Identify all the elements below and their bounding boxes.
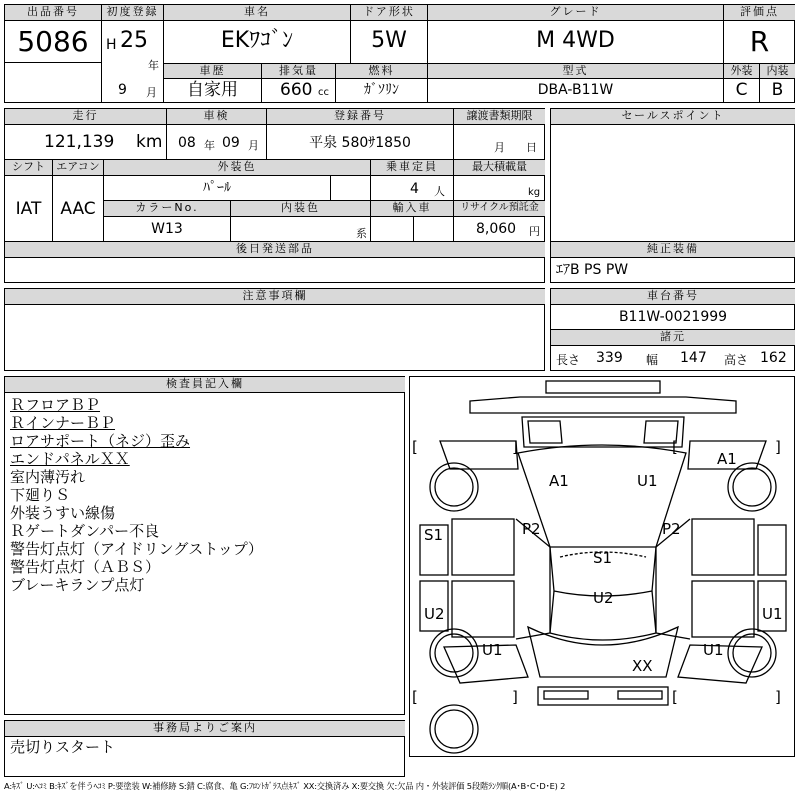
- registration-month: 9: [118, 82, 127, 98]
- transfer-day-unit: 日: [526, 141, 537, 154]
- inspection-line: 警告灯点灯（ＡＢＳ）: [10, 558, 161, 576]
- damage-mark-u1-right-bottom: U1: [703, 641, 724, 659]
- office-label: 事務局よりご案内: [5, 721, 405, 736]
- inspection-line: ＲインナーＢＰ: [10, 414, 116, 432]
- length-label: 長さ: [556, 353, 581, 367]
- mileage-label: 走行: [5, 109, 166, 124]
- capacity-label: 乗車定員: [371, 160, 453, 175]
- damage-mark-u1-top: U1: [637, 472, 658, 490]
- inspection-label: 検査員記入欄: [5, 377, 405, 392]
- door-type-label: ドア形状: [351, 5, 427, 20]
- grade: M 4WD: [536, 28, 615, 53]
- width-label: 幅: [646, 353, 659, 367]
- shaken-month-unit: 月: [248, 139, 259, 152]
- shaken-label: 車検: [167, 109, 266, 124]
- shaken-year: 08: [178, 135, 196, 151]
- interior-color-unit: 系: [356, 227, 367, 240]
- transfer-doc-label: 譲渡書類期限: [454, 109, 545, 124]
- mileage: 121,139: [44, 132, 115, 152]
- fuel: ｶﾞｿﾘﾝ: [364, 82, 399, 98]
- inspection-line: Ｒゲートダンパー不良: [10, 522, 160, 540]
- interior-score: B: [771, 80, 784, 100]
- damage-mark-u2-center: U2: [593, 589, 614, 607]
- door-type: 5W: [371, 28, 407, 53]
- damage-mark-p2-left: P2: [522, 520, 541, 538]
- plate-number: 平泉 580ｻ1850: [309, 135, 411, 151]
- transfer-month-unit: 月: [494, 141, 505, 154]
- inspection-line: 外装うすい線傷: [10, 504, 116, 522]
- fuel-label: 燃料: [336, 64, 427, 78]
- inspection-line: ＲフロアＢＰ: [10, 396, 101, 414]
- interior-score-label: 内装: [760, 64, 795, 78]
- exterior-color: ﾊﾟｰﾙ: [203, 180, 231, 196]
- recycle-fee: 8,060: [476, 221, 517, 237]
- era: H: [106, 37, 117, 53]
- model-label: 型式: [428, 64, 723, 78]
- recycle-label: リサイクル預託金: [454, 201, 545, 216]
- bracket-right-top: [: [672, 438, 678, 456]
- year-unit: 年: [148, 59, 159, 72]
- color-number-label: カラーNo.: [104, 201, 230, 216]
- inspection-line: 警告灯点灯（アイドリングストップ）: [10, 540, 263, 558]
- displacement: 660: [280, 80, 313, 100]
- bracket-right-bottom: [: [672, 688, 678, 706]
- equipment-label: 純正装備: [551, 242, 795, 257]
- model: DBA-B11W: [537, 82, 614, 98]
- color-number: W13: [151, 221, 183, 237]
- interior-color-label: 内装色: [231, 201, 370, 216]
- chassis-number: B11W-0021999: [618, 309, 728, 325]
- aircon: AAC: [60, 199, 96, 219]
- lot-number: 5086: [17, 25, 89, 58]
- width: 147: [680, 350, 707, 366]
- displacement-label: 排気量: [262, 64, 335, 78]
- bracket-right-top-close: ]: [775, 438, 781, 456]
- grade-label: グレード: [428, 5, 723, 20]
- month-unit: 月: [146, 86, 157, 99]
- car-name-label: 車名: [164, 5, 350, 20]
- shaken-month: 09: [222, 135, 240, 151]
- aircon-label: エアコン: [53, 160, 103, 175]
- exterior-score-label: 外装: [724, 64, 759, 78]
- registration-year: 25: [120, 28, 148, 53]
- damage-mark-xx: XX: [632, 657, 653, 675]
- inspection-line: 下廻りＳ: [10, 486, 71, 504]
- inspection-line: 室内薄汚れ: [10, 468, 86, 486]
- later-parts-label: 後日発送部品: [5, 242, 545, 257]
- exterior-color-label: 外装色: [104, 160, 370, 175]
- bracket-left-bottom: [: [412, 688, 418, 706]
- damage-mark-a1-right: A1: [717, 450, 737, 468]
- height-label: 高さ: [724, 353, 749, 367]
- score: R: [749, 25, 770, 58]
- displacement-unit: cc: [318, 87, 329, 98]
- lot-number-label: 出品番号: [5, 5, 101, 20]
- bracket-left-top-close: ]: [512, 438, 518, 456]
- legend: A:ｷｽﾞ U:ﾍｺﾐ B:ｷｽﾞを伴うﾍｺﾐ P:要塗装 W:補修跡 S:錆 C:腐食、亀 G:ﾌﾛﾝﾄｶﾞﾗｽ点ｷｽﾞ XX:交換済み X:要交換 欠:欠品 内・外装評価 5段階ﾗﾝｸ順(A･B･C･D･E) 2: [4, 781, 566, 791]
- capacity: 4: [410, 181, 419, 197]
- damage-mark-u2-left: U2: [424, 605, 445, 623]
- history: 自家用: [187, 80, 238, 100]
- damage-mark-u1-right-side: U1: [762, 605, 783, 623]
- bracket-left-bottom-close: ]: [512, 688, 518, 706]
- shift: IAT: [15, 199, 42, 219]
- damage-mark-p2-right: P2: [662, 520, 681, 538]
- mileage-unit: km: [136, 132, 163, 152]
- damage-mark-u1-left-bottom: U1: [482, 641, 503, 659]
- caution-label: 注意事項欄: [5, 289, 545, 304]
- spec-label: 諸元: [551, 330, 795, 345]
- exterior-score: C: [735, 80, 748, 100]
- inspection-line: ブレーキランプ点灯: [10, 576, 145, 594]
- height: 162: [760, 350, 787, 366]
- plate-label: 登録番号: [267, 109, 453, 124]
- bracket-left-top: [: [412, 438, 418, 456]
- damage-mark-a1-left: A1: [549, 472, 569, 490]
- office-note: 売切りスタート: [10, 738, 116, 756]
- recycle-unit: 円: [529, 225, 540, 238]
- first-registration-label: 初度登録: [102, 5, 163, 20]
- damage-mark-s1-center: S1: [593, 549, 613, 567]
- score-label: 評価点: [724, 5, 795, 20]
- history-label: 車歴: [164, 64, 261, 78]
- equipment: ｴｱB PS PW: [556, 262, 629, 278]
- chassis-number-label: 車台番号: [551, 289, 795, 304]
- shaken-year-unit: 年: [204, 139, 215, 152]
- shift-label: シフト: [5, 160, 52, 175]
- length: 339: [596, 350, 623, 366]
- capacity-unit: 人: [434, 185, 445, 198]
- inspection-line: エンドパネルＸＸ: [10, 450, 130, 468]
- car-name: EKﾜｺﾞﾝ: [220, 28, 294, 53]
- damage-mark-s1-left: S1: [424, 526, 444, 544]
- import-label: 輸入車: [371, 201, 453, 216]
- sales-point-label: セールスポイント: [551, 109, 795, 124]
- inspection-line: ロアサポート（ネジ）歪み: [10, 432, 191, 450]
- max-load-unit: kg: [528, 187, 541, 198]
- bracket-right-bottom-close: ]: [775, 688, 781, 706]
- max-load-label: 最大積載量: [454, 160, 545, 175]
